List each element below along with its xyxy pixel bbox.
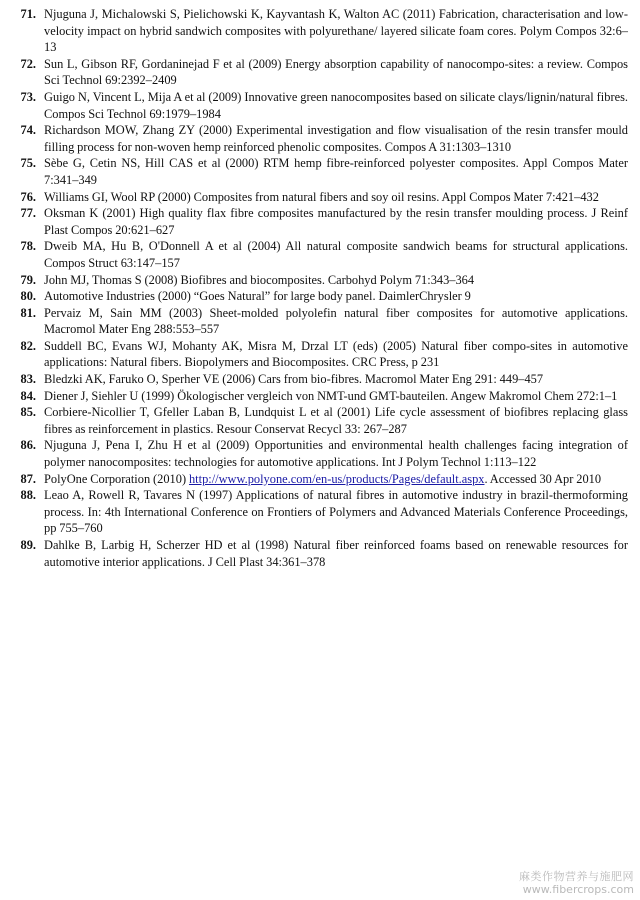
reference-text: Guigo N, Vincent L, Mija A et al (2009) Innovative green nanocomposites based on silicate clays/lignin/natural fibres. Compos Sci Technol 69:1979–1984: [44, 89, 628, 121]
reference-text: Suddell BC, Evans WJ, Mohanty AK, Misra M, Drzal LT (eds) (2005) Natural fiber compo-sites in automotive applications: Natural fibers. Biopolymers and Biocomposites. CRC Press, p 231: [44, 338, 628, 370]
reference-text-before-link: PolyOne Corporation (2010): [44, 471, 189, 486]
reference-number: 80.: [20, 289, 36, 304]
site-watermark: [519, 870, 634, 896]
reference-item: [10, 238, 628, 271]
reference-number: 87.: [20, 471, 36, 486]
reference-number: 85.: [20, 405, 36, 420]
reference-item: [10, 305, 628, 338]
reference-url-link[interactable]: http://www.polyone.com/en-us/products/Pages/default.aspx: [188, 471, 485, 486]
reference-item: [10, 471, 628, 488]
reference-number: 88.: [20, 488, 36, 503]
reference-item: [10, 272, 628, 289]
reference-number: 76.: [20, 189, 36, 204]
reference-item: [10, 89, 628, 122]
reference-item: [10, 122, 628, 155]
reference-item: [10, 537, 628, 570]
reference-number: 78.: [20, 239, 36, 254]
reference-text: Dweib MA, Hu B, O'Donnell A et al (2004) All natural composite sandwich beams for structural applications. Compos Struct 63:147–157: [44, 239, 628, 270]
reference-item: [10, 338, 628, 371]
reference-item: [10, 388, 628, 405]
reference-text: Oksman K (2001) High quality flax fibre composites manufactured by the resin transfer moulding process. J Reinf Plast Compos 20:621–627: [44, 206, 628, 237]
reference-text: Njuguna J, Michalowski S, Pielichowski K, Kayvantash K, Walton AC (2011) Fabrication, characterisation and low-velocity impact on hybrid sandwich composites with polyurethane/ layered silicate foam cores. Polym Compos 32:6–13: [44, 7, 628, 55]
reference-item: [10, 56, 628, 89]
reference-text: Automotive Industries (2000) “Goes Natural” for large body panel. DaimlerChrysler 9: [44, 289, 471, 304]
reference-item: [10, 437, 628, 470]
reference-text: Sun L, Gibson RF, Gordaninejad F et al (2009) Energy absorption capability of nanocompo-sites: a review. Compos Sci Technol 69:2392–2409: [44, 56, 628, 88]
reference-text: John MJ, Thomas S (2008) Biofibres and biocomposites. Carbohyd Polym 71:343–364: [44, 272, 475, 287]
reference-item: [10, 189, 628, 206]
reference-number: 84.: [20, 388, 36, 403]
reference-text: Corbiere-Nicollier T, Gfeller Laban B, Lundquist L et al (2001) Life cycle assessment of biofibres replacing glass fibres as reinforcement in plastics. Resour Conservat Recycl 33: 267–287: [44, 405, 628, 436]
reference-item: [10, 371, 628, 388]
reference-number: 75.: [20, 156, 36, 171]
reference-item: [10, 404, 628, 437]
reference-number: 77.: [20, 206, 36, 221]
reference-text: Richardson MOW, Zhang ZY (2000) Experimental investigation and flow visualisation of the resin transfer mould filling process for non-woven hemp reinforced phenolic composites. Compos A 31:1303–1310: [44, 123, 628, 154]
reference-number: 86.: [20, 438, 36, 453]
reference-list: [10, 6, 628, 570]
reference-text: Diener J, Siehler U (1999) Ökologischer vergleich von NMT-und GMT-bauteilen. Angew Makromol Chem 272:1–1: [44, 388, 618, 403]
reference-text-after-link: . Accessed 30 Apr 2010: [484, 471, 602, 486]
reference-text: Dahlke B, Larbig H, Scherzer HD et al (1998) Natural fiber reinforced foams based on renewable resources for automotive interior applications. J Cell Plast 34:361–378: [44, 538, 628, 569]
reference-item: [10, 205, 628, 238]
reference-number: 83.: [20, 372, 36, 387]
reference-text: Njuguna J, Pena I, Zhu H et al (2009) Opportunities and environmental health challenges facing integration of polymer nanocomposites: technologies for automotive applications. Int J Polym Technol 1:113–122: [44, 438, 628, 470]
reference-text: Bledzki AK, Faruko O, Sperher VE (2006) Cars from bio-fibres. Macromol Mater Eng 291: 449–457: [44, 372, 544, 387]
reference-text: Pervaiz M, Sain MM (2003) Sheet-molded polyolefin natural fiber composites for automotive applications. Macromol Mater Eng 288:553–557: [44, 305, 628, 337]
reference-item: [10, 6, 628, 56]
reference-number: 74.: [20, 123, 36, 138]
reference-text: Leao A, Rowell R, Tavares N (1997) Applications of natural fibres in automotive industry in brazil-thermoforming process. In: 4th International Conference on Frontiers of Polymers and Advanced Materials Conference Proceedings, pp 755–760: [44, 488, 628, 536]
reference-item: [10, 288, 628, 305]
reference-number: 73.: [20, 89, 36, 104]
watermark-url: www.fibercrops.com: [522, 883, 634, 896]
reference-number: 72.: [20, 56, 36, 71]
reference-number: 81.: [20, 305, 36, 320]
watermark-site-name: 麻类作物营养与施肥网: [519, 870, 634, 883]
reference-text: Williams GI, Wool RP (2000) Composites from natural fibers and soy oil resins. Appl Compos Mater 7:421–432: [44, 189, 599, 204]
reference-text: Sèbe G, Cetin NS, Hill CAS et al (2000) RTM hemp fibre-reinforced polyester composites. Appl Compos Mater 7:341–349: [44, 156, 628, 187]
reference-number: 79.: [20, 272, 36, 287]
reference-number: 89.: [20, 538, 36, 552]
reference-number: 82.: [20, 338, 36, 353]
reference-item: [10, 487, 628, 537]
reference-number: 71.: [20, 7, 36, 21]
reference-text: [44, 471, 628, 488]
reference-item: [10, 155, 628, 188]
